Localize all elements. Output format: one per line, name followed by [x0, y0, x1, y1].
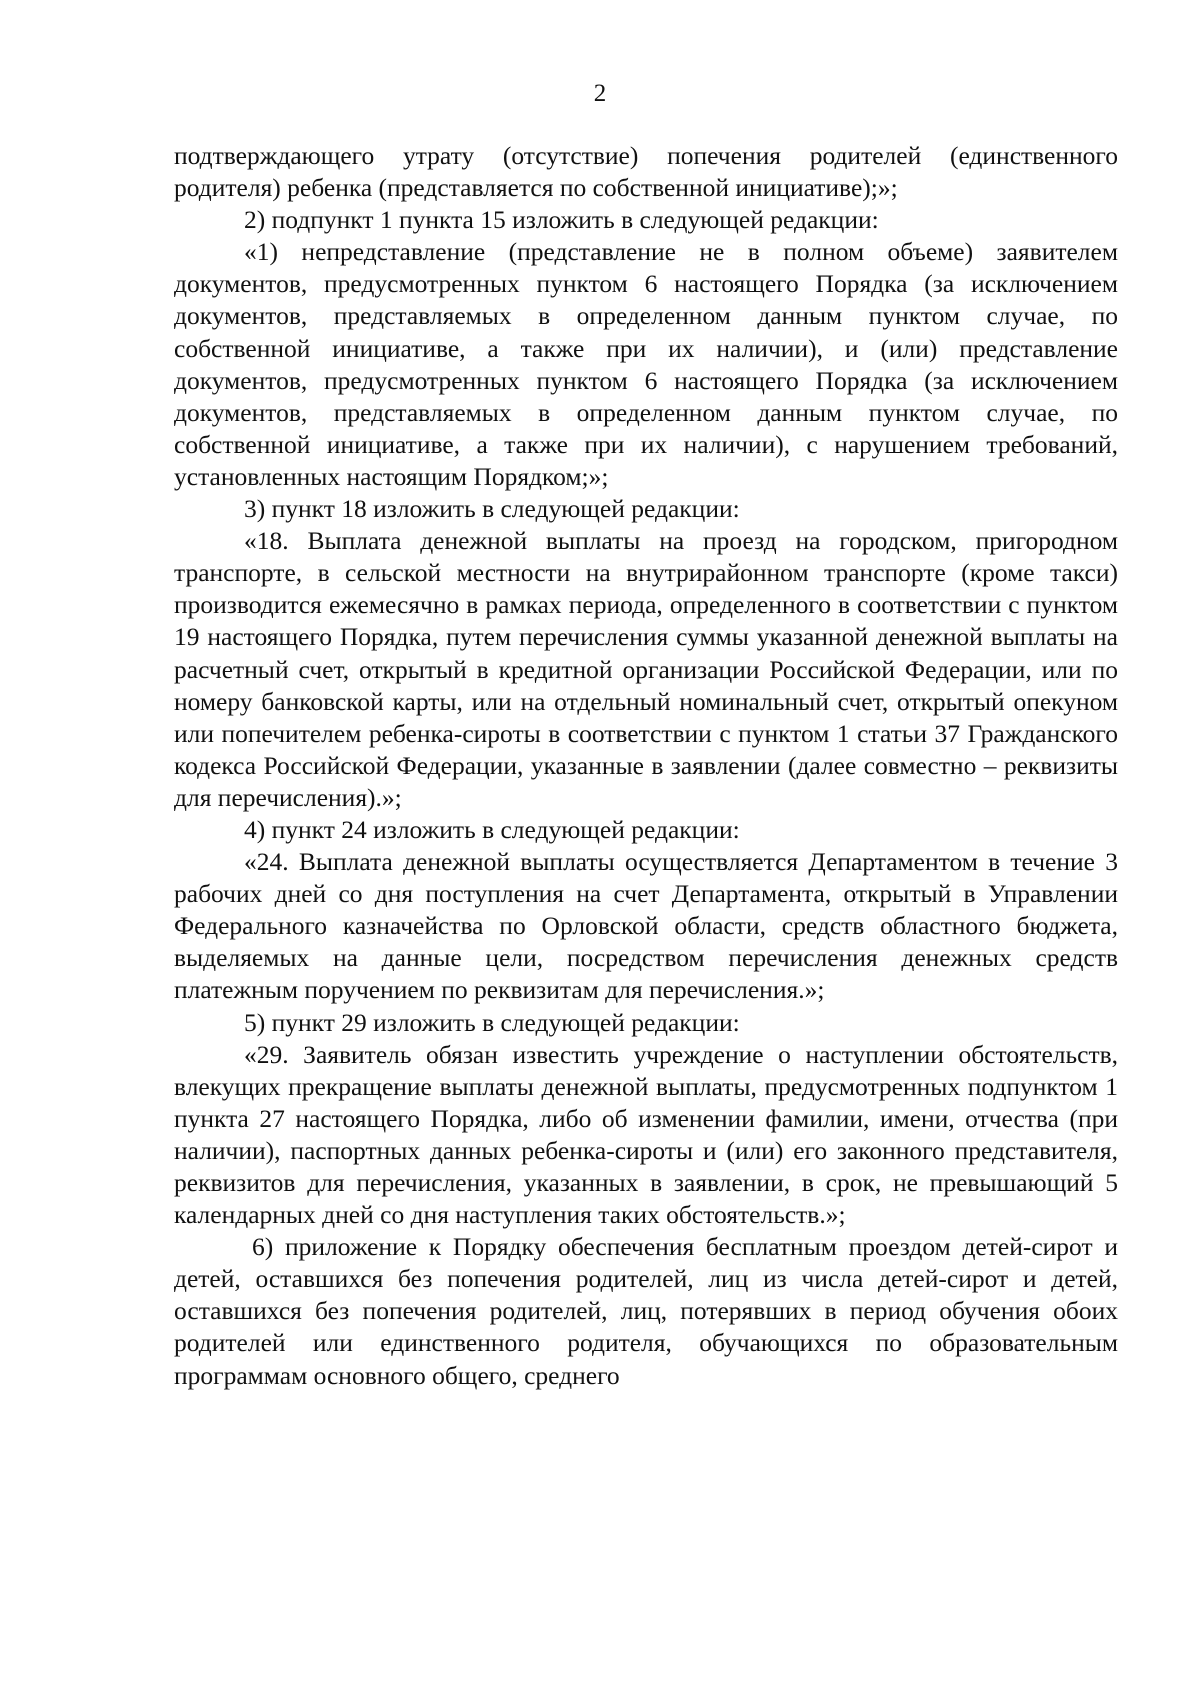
paragraph-item-3: 3) пункт 18 изложить в следующей редакции:	[244, 494, 740, 524]
document-body	[174, 140, 1118, 1392]
paragraph-item-4: 4) пункт 24 изложить в следующей редакции:	[244, 814, 740, 844]
paragraph-item-5: 5) пункт 29 изложить в следующей редакции:	[244, 1007, 740, 1037]
paragraph-item-2: 2) подпункт 1 пункта 15 изложить в следующей редакции:	[244, 205, 879, 235]
paragraph-quote-subitem-1: «1) непредставление (представление не в полном объеме) заявителем документов, предусмотренных пунктом 6 настоящего Порядка (за исключением документов, представляемых в определенном данным пунктом случае, по собственной инициативе, а также при их наличии), и (или) представление документов, предусмотренных пунктом 6 настоящего Порядка (за исключением документов, представляемых в определенном данным пунктом случае, по собственной инициативе, а также при их наличии), с нарушением требований, установленных настоящим Порядком;»;	[174, 237, 1118, 491]
paragraph-quote-item-24: «24. Выплата денежной выплаты осуществляется Департаментом в течение 3 рабочих дней со дня поступления на счет Департамента, открытый в Управлении Федерального казначейства по Орловской области, средств областного бюджета, выделяемых на данные цели, посредством перечисления денежных средств платежным поручением по реквизитам для перечисления.»;	[174, 847, 1118, 1005]
paragraph-continuation: подтверждающего утрату (отсутствие) попечения родителей (единственного родителя) ребенка (представляется по собственной инициативе);»;	[174, 141, 1118, 203]
paragraph-quote-item-29: «29. Заявитель обязан известить учреждение о наступлении обстоятельств, влекущих прекращение выплаты денежной выплаты, предусмотренных подпунктом 1 пункта 27 настоящего Порядка, либо об изменении фамилии, имени, отчества (при наличии), паспортных данных ребенка-сироты и (или) его законного представителя, реквизитов для перечисления, указанных в заявлении, в срок, не превышающий 5 календарных дней со дня наступления таких обстоятельств.»;	[174, 1039, 1118, 1230]
paragraph-item-6: 6) приложение к Порядку обеспечения бесплатным проездом детей-сирот и детей, оставшихся без попечения родителей, лиц из числа детей-сирот и детей, оставшихся без попечения родителей, лиц, потерявших в период обучения обоих родителей или единственного родителя, обучающихся по образовательным программам основного общего, среднего	[174, 1232, 1118, 1390]
paragraph-quote-item-18: «18. Выплата денежной выплаты на проезд на городском, пригородном транспорте, в сельской местности на внутрирайонном транспорте (кроме такси) производится ежемесячно в рамках периода, определенного в соответствии с пунктом 19 настоящего Порядка, путем перечисления суммы указанной денежной выплаты на расчетный счет, открытый в кредитной организации Российской Федерации, или по номеру банковской карты, или на отдельный номинальный счет, открытый опекуном или попечителем ребенка-сироты в соответствии с пунктом 1 статьи 37 Гражданского кодекса Российской Федерации, указанные в заявлении (далее совместно – реквизиты для перечисления).»;	[174, 526, 1118, 812]
page-number: 2	[593, 80, 607, 107]
